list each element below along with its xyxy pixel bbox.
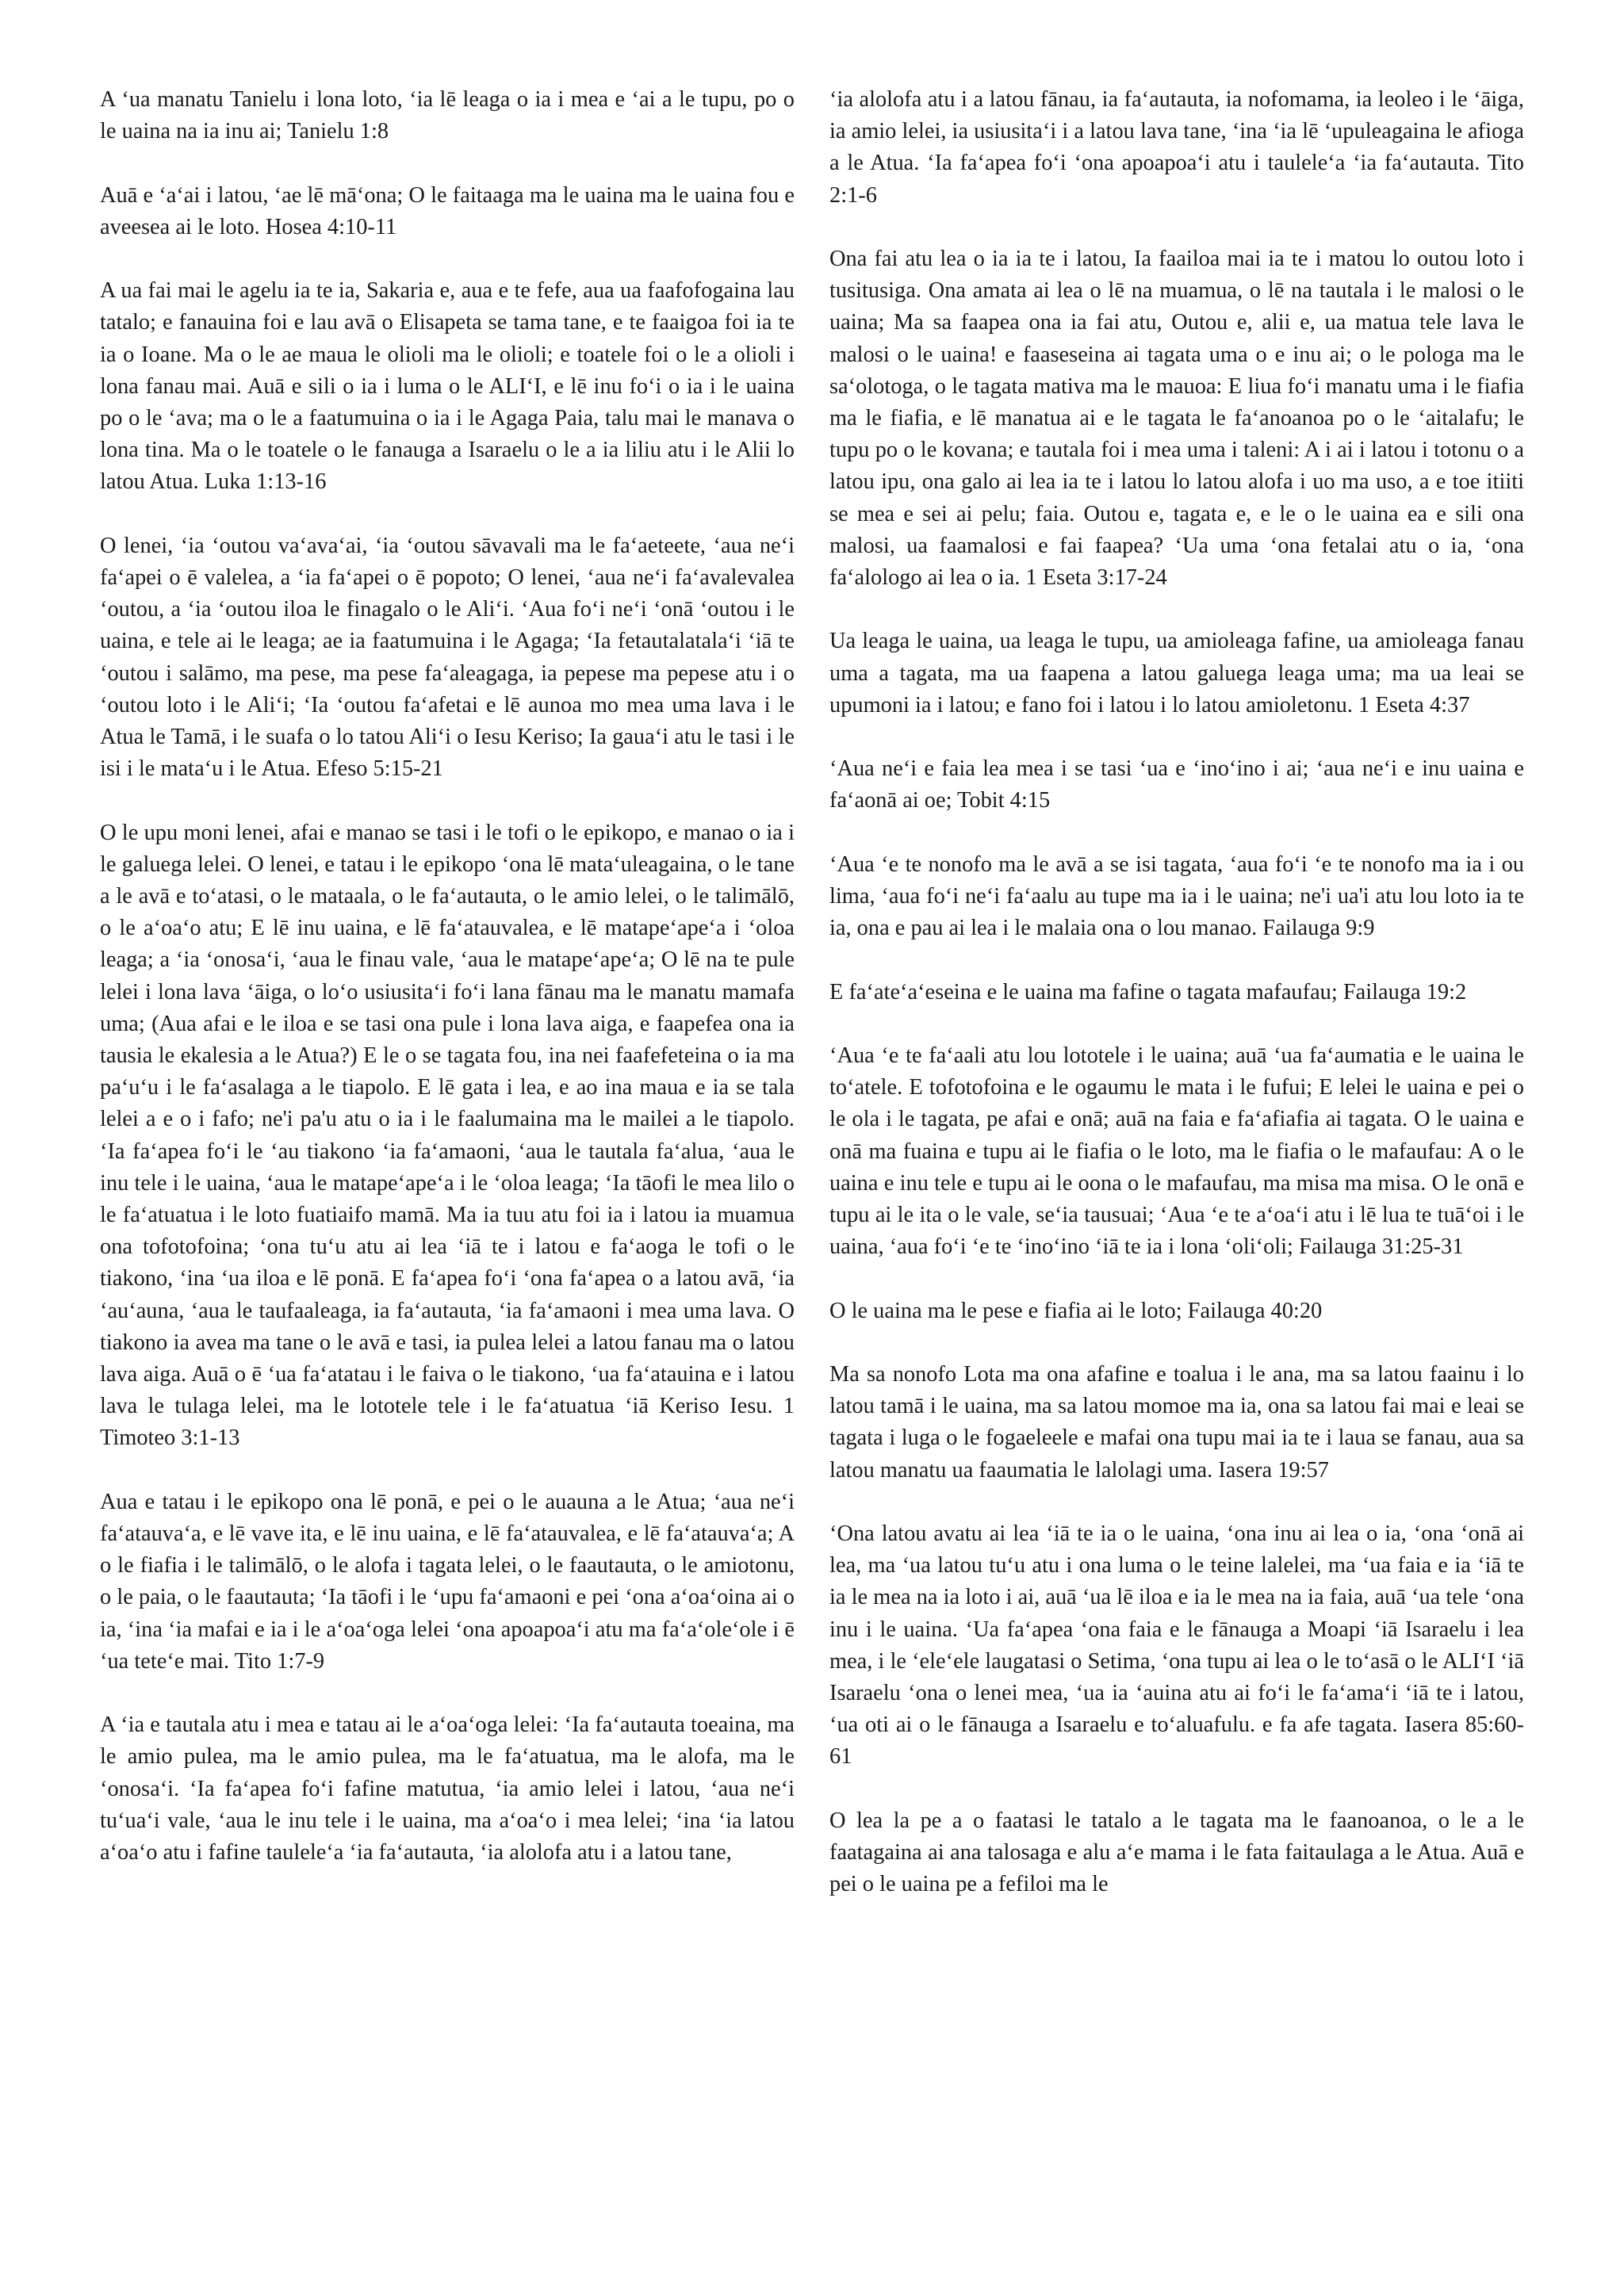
verse-paragraph: O le uaina ma le pese e fiafia ai le loto; Failauga 40:20	[829, 1298, 1323, 1323]
right-column	[829, 84, 1524, 2272]
verse-paragraph: O le upu moni lenei, afai e manao se tasi i le tofi o le epikopo, e manao o ia i le galuega lelei. O lenei, e tatau i le epikopo ʻona lē mataʻuleagaina, o le tane a le avā e toʻatasi, o le mataala, o le faʻautauta, o le amio lelei, o le talimālō, o le aʻoaʻo atu; E lē inu uaina, e lē faʻatauvalea, e lē matapeʻapeʻa i ʻoloa leaga; a ʻia ʻonosaʻi, ʻaua le finau vale, ʻaua le matapeʻapeʻa; O lē na te pule lelei i lona lava ʻāiga, o loʻo usiusitaʻi foʻi lana fānau ma le manatu mamafa uma; (Aua afai e le iloa e se tasi ona pule i lona lava aiga, e faapefea ona ia tausia le ekalesia a le Atua?) E le o se tagata fou, ina nei faafefeteina o ia ma paʻuʻu i le faʻasalaga a le tiapolo. E lē gata i lea, e ao ina maua e ia se tala lelei a e o i fafo; ne'i pa'u atu o ia i le faalumaina ma le mailei a le tiapolo. ʻIa faʻapea foʻi le ʻau tiakono ʻia faʻamaoni, ʻaua le tautala faʻalua, ʻaua le inu tele i le uaina, ʻaua le matapeʻapeʻa i le ʻoloa leaga; ʻIa tāofi le mea lilo o le faʻatuatua i le loto fuatiaifo mamā. Ma ia tuu atu foi ia i latou ia muamua ona tofotofoina; ʻona tuʻu atu ai lea ʻiā te i latou e faʻaoga le tofi o le tiakono, ʻina ʻua iloa e lē ponā. E faʻapea foʻi ʻona faʻapea o a latou avā, ʻia ʻauʻauna, ʻaua le taufaaleaga, ia faʻautauta, ʻia faʻamaoni i mea uma lava. O tiakono ia avea ma tane o le avā e tasi, ia pulea lelei a latou fanau ma o latou lava aiga. Auā o ē ʻua faʻatatau i le faiva o le tiakono, ʻua faʻatauina e i latou lava le tulaga lelei, ma le lototele tele i le faʻatuatua ʻiā Keriso Iesu. 1 Timoteo 3:1-13	[100, 820, 795, 1451]
verse-paragraph: Ma sa nonofo Lota ma ona afafine e toalua i le ana, ma sa latou faainu i lo latou tamā i le uaina, ma sa latou momoe ma ia, ona sa latou fai mai e leai se tagata i luga o le fogaeleele e mafai ona tupu mai ia te i laua se fanau, aua sa latou manatu ua faaumatia le lalolagi uma. Iasera 19:57	[829, 1362, 1524, 1483]
verse-paragraph: A ua fai mai le agelu ia te ia, Sakaria e, aua e te fefe, aua ua faafofogaina lau tatalo; e fanauina foi e lau avā o Elisapeta se tama tane, e te faaigoa foi ia te ia o Ioane. Ma o le ae maua le olioli ma le olioli; e toatele foi o le a olioli i lona fanau mai. Auā e sili o ia i luma o le ALIʻI, e lē inu foʻi o ia i le uaina po o le ʻava; ma o le a faatumuina o ia i le Agaga Paia, talu mai le manava o lona tina. Ma o le toatele o le fanauga a Isaraelu o le a ia liliu atu i le Alii lo latou Atua. Luka 1:13-16	[100, 278, 795, 495]
verse-paragraph: A ʻia e tautala atu i mea e tatau ai le aʻoaʻoga lelei: ʻIa faʻautauta toeaina, ma le amio pulea, ma le amio pulea, ma le faʻatuatua, ma le alofa, ma le ʻonosaʻi. ʻIa faʻapea foʻi fafine matutua, ʻia amio lelei i latou, ʻaua neʻi tuʻuaʻi vale, ʻaua le inu tele i le uaina, ma aʻoaʻo i mea lelei; ʻina ʻia latou aʻoaʻo atu i fafine tauleleʻa ʻia faʻautauta, ʻia alolofa atu i a latou tane,	[100, 1712, 795, 1866]
verse-paragraph: ʻAua neʻi e faia lea mea i se tasi ʻua e ʻinoʻino i ai; ʻaua neʻi e inu uaina e faʻaonā ai oe; Tobit 4:15	[829, 756, 1524, 813]
verse-paragraph: E faʻateʻaʻeseina e le uaina ma fafine o tagata mafaufau; Failauga 19:2	[829, 979, 1467, 1004]
verse-paragraph: A ʻua manatu Tanielu i lona loto, ʻia lē leaga o ia i mea e ʻai a le tupu, po o le uaina na ia inu ai; Tanielu 1:8	[100, 87, 795, 144]
verse-paragraph: ʻAua ʻe te faʻaali atu lou lototele i le uaina; auā ʻua faʻaumatia e le uaina le toʻatele. E tofotofoina e le ogaumu le mata i le fufui; E lelei le uaina e pei o le ola i le tagata, pe afai e onā; auā na faia e faʻafiafia ai tagata. O le uaina e onā ma fuaina e tupu ai le fiafia o le loto, ma le fiafia o le mafaufau: A o le uaina e inu tele e tupu ai le oona o le mafaufau, ma misa ma misa. O le onā e tupu ai le ita o le vale, seʻia tausuai; ʻAua ʻe te aʻoaʻi atu i lē lua te tuāʻoi i le uaina, ʻaua foʻi ʻe te ʻinoʻino ʻiā te ia i lona ʻoliʻoli; Failauga 31:25-31	[829, 1043, 1524, 1260]
document-page	[100, 84, 1524, 2272]
verse-paragraph: Auā e ʻaʻai i latou, ʻae lē māʻona; O le faitaaga ma le uaina ma le uaina fou e aveesea ai le loto. Hosea 4:10-11	[100, 182, 795, 239]
verse-paragraph: Ua leaga le uaina, ua leaga le tupu, ua amioleaga fafine, ua amioleaga fanau uma a tagata, ma ua faapena a latou galuega leaga uma; ma ua leai se upumoni ia i latou; e fano foi i latou i lo latou amioletonu. 1 Eseta 4:37	[829, 629, 1524, 718]
verse-paragraph: O lenei, ʻia ʻoutou vaʻavaʻai, ʻia ʻoutou sāvavali ma le faʻaeteete, ʻaua neʻi faʻapei o ē valelea, a ʻia faʻapei o ē popoto; O lenei, ʻaua neʻi faʻavalevalea ʻoutou, a ʻia ʻoutou iloa le finagalo o le Aliʻi. ʻAua foʻi neʻi ʻonā ʻoutou i le uaina, e tele ai le leaga; ae ia faatumuina i le Agaga; ʻIa fetautalatalaʻi ʻiā te ʻoutou i salāmo, ma pese, ma pese faʻaleagaga, ia pepese ma pepese atu i o ʻoutou loto i le Aliʻi; ʻIa ʻoutou faʻafetai e lē aunoa mo mea uma lava i le Atua le Tamā, i le suafa o lo tatou Aliʻi o Iesu Keriso; Ia gauaʻi atu le tasi i le isi i le mataʻu i le Atua. Efeso 5:15-21	[100, 533, 795, 782]
verse-paragraph: ʻia alolofa atu i a latou fānau, ia faʻautauta, ia nofomama, ia leoleo i le ʻāiga, ia amio lelei, ia usiusitaʻi i a latou lava tane, ʻina ʻia lē ʻupuleagaina le afioga a le Atua. ʻIa faʻapea foʻi ʻona apoapoaʻi atu i tauleleʻa ʻia faʻautauta. Tito 2:1-6	[829, 87, 1524, 208]
verse-paragraph: Ona fai atu lea o ia ia te i latou, Ia faailoa mai ia te i matou lo outou loto i tusitusiga. Ona amata ai lea o lē na muamua, o lē na tautala i le malosi o le uaina; Ma sa faapea ona ia fai atu, Outou e, alii e, ua matua tele lava le malosi o le uaina! e faaseseina ai tagata uma o e inu ai; o le pologa ma le saʻolotoga, o le tagata mativa ma le mauoa: E liua foʻi manatu uma i le fiafia ma le fiafia, e lē manatua ai e le tagata le faʻanoanoa po o le ʻaitalafu; le tupu po o le kovana; e tautala foi i mea uma i taleni: A i ai i latou i totonu o a latou ipu, ona galo ai lea ia te i latou lo latou alofa i uo ma uso, a e toe itiiti se mea e sei ai pelu; faia. Outou e, tagata e, e le o le uaina ea e sili ona malosi, ua faamalosi e fai faapea? ʻUa uma ʻona fetalai atu o ia, ʻona faʻalologo ai lea o ia. 1 Eseta 3:17-24	[829, 247, 1524, 591]
left-column	[100, 84, 795, 2272]
verse-paragraph: Aua e tatau i le epikopo ona lē ponā, e pei o le auauna a le Atua; ʻaua neʻi faʻatauvaʻa, e lē vave ita, e lē inu uaina, e lē faʻatauvalea, e lē faʻatauvaʻa; A o le fiafia i le talimālō, o le alofa i tagata lelei, o le faautauta, o le amiotonu, o le paia, o le faautauta; ʻIa tāofi i le ʻupu faʻamaoni e pei ʻona aʻoaʻoina ai o ia, ʻina ʻia mafai e ia i le aʻoaʻoga lelei ʻona apoapoaʻi atu ma faʻaʻoleʻole i ē ʻua teteʻe mai. Tito 1:7-9	[100, 1489, 795, 1674]
verse-paragraph: ʻAua ʻe te nonofo ma le avā a se isi tagata, ʻaua foʻi ʻe te nonofo ma ia i ou lima, ʻaua foʻi neʻi faʻaalu au tupe ma ia i le uaina; ne'i ua'i atu lou loto ia te ia, ona e pau ai lea i le malaia ona o lou manao. Failauga 9:9	[829, 851, 1524, 941]
verse-paragraph: ʻOna latou avatu ai lea ʻiā te ia o le uaina, ʻona inu ai lea o ia, ʻona ʻonā ai lea, ma ʻua latou tuʻu atu i ona luma o le teine lalelei, ma ʻua faia e ia ʻiā te ia le mea na ia loto i ai, auā ʻua lē iloa e ia le mea na ia faia, auā ʻua tele ʻona inu i le uaina. ʻUa faʻapea ʻona faia e le fānauga a Moapi ʻiā Isaraelu i lea mea, i le ʻeleʻele laugatasi o Setima, ʻona tupu ai lea o le toʻasā o le ALIʻI ʻiā Isaraelu ʻona o lenei mea, ʻua ia ʻauina atu ai foʻi le faʻamaʻi ʻiā te i latou, ʻua oti ai o le fānauga a Isaraelu e toʻaluafulu. e fa afe tagata. Iasera 85:60-61	[829, 1521, 1524, 1770]
verse-paragraph: O lea la pe a o faatasi le tatalo a le tagata ma le faanoanoa, o le a le faatagaina ai ana talosaga e alu aʻe mama i le fata faitaulaga a le Atua. Auā e pei o le uaina pe a fefiloi ma le	[829, 1808, 1524, 1897]
